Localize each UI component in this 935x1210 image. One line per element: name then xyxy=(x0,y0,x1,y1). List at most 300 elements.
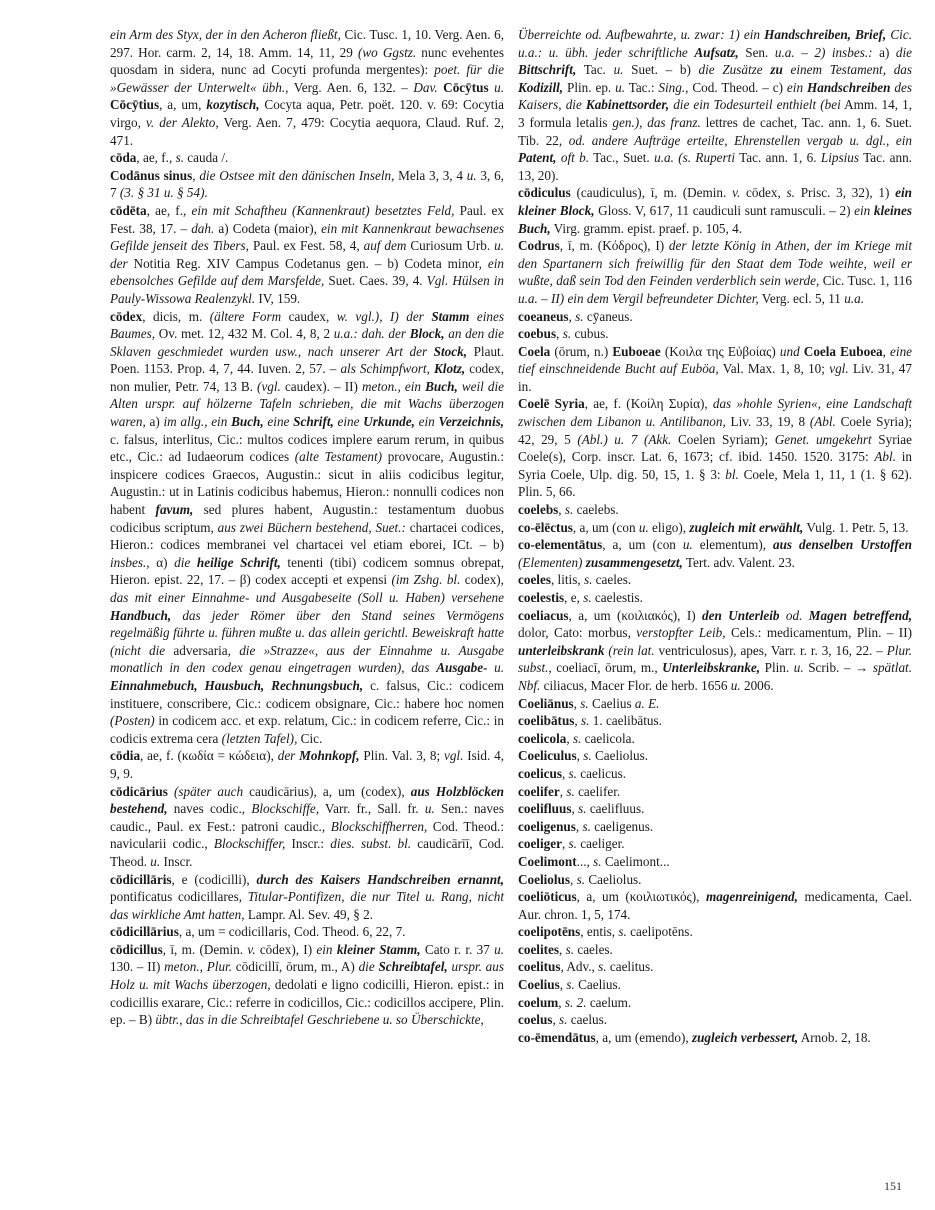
entry-italic-text: das jeder Römer über den Stand seines Vermögens regelmäßig führte u. führen mußte u. das allein gerichtl. Beweiskraft hatte (nicht die xyxy=(110,607,504,658)
entry-italic-text: (Abl.) u. 7 (Akk. xyxy=(577,431,672,447)
dictionary-entry xyxy=(518,184,912,237)
entry-headword: cōdicillus xyxy=(110,941,163,957)
entry-text: tenenti (tibi) codicem somnus obrepat, Hieron. epist. 22, 17. – β) codex accepti et expensi xyxy=(110,554,504,588)
entry-translation: Buch, xyxy=(231,414,264,430)
entry-translation: Kodizill, xyxy=(518,79,564,95)
entry-text: Arnob. 2, 18. xyxy=(798,1029,871,1045)
entry-italic-text: (vgl. xyxy=(257,378,281,394)
dictionary-entry xyxy=(518,519,912,537)
entry-headword: co-ēmendātus xyxy=(518,1029,596,1045)
dictionary-entry xyxy=(110,202,504,308)
entry-text: nunc evehentes quosdam in sidera, nunc ad Cocyti profunda mergentes): xyxy=(110,44,505,78)
entry-translation: Bittschrift, xyxy=(518,62,577,78)
entry-text: , xyxy=(556,326,563,342)
entry-italic-text: insbes., xyxy=(110,554,150,570)
entry-text: caelum. xyxy=(586,994,632,1010)
entry-text: (Κοιλα της Εὐβοίας) xyxy=(660,343,780,359)
entry-text: Tac. ann. 1, 6. xyxy=(735,150,821,166)
dictionary-entry xyxy=(518,395,912,501)
entry-text: Tac. ann. 13, 20). xyxy=(518,150,912,183)
entry-translation: kleines Buch, xyxy=(518,202,912,236)
entry-italic-text: auf dem xyxy=(363,238,407,254)
entry-text: Notitia Reg. XIV Campus Codetanus gen. – b) Codeta minor, xyxy=(127,255,488,271)
entry-translation: Verzeichnis, xyxy=(438,414,505,430)
dictionary-entry xyxy=(110,747,504,782)
entry-italic-text: u.a. xyxy=(774,44,795,60)
entry-italic-text: der letzte König in Athen, der im Kriege mit den Spartanern sich freiwillig für den Staat dem Tode weihte, weil er wußte, daß sein Tod den Feinden verderblich sein werde, xyxy=(518,238,912,289)
entry-italic-text: vgl. xyxy=(443,748,464,764)
dictionary-entry xyxy=(518,730,912,748)
entry-text: Liv. 33, 19, 8 xyxy=(725,414,810,430)
entry-italic-text: s. xyxy=(583,590,592,605)
entry-translation: Unterleibskranke, xyxy=(662,660,761,676)
dictionary-entry xyxy=(518,923,912,941)
entry-text: , xyxy=(575,818,583,834)
entry-italic-text: s. xyxy=(564,502,574,518)
entry-text: , entis, xyxy=(580,924,619,940)
entry-translation: favum, xyxy=(155,502,194,518)
entry-headword: Coelius xyxy=(518,977,560,993)
entry-text: , xyxy=(559,783,567,799)
page-number: 151 xyxy=(884,1179,902,1193)
entry-text: caelifer. xyxy=(574,783,621,799)
dictionary-entry xyxy=(110,149,504,167)
entry-headword: cōdiculus xyxy=(518,185,571,201)
entry-italic-text: v. der Alekto, xyxy=(146,114,219,130)
entry-text: Plin. ep. xyxy=(563,79,616,95)
entry-text: , e (codicilli), xyxy=(171,871,257,887)
entry-text: caudex, xyxy=(281,308,337,324)
entry-italic-text: s. xyxy=(559,1012,568,1028)
dictionary-entry xyxy=(518,853,912,871)
entry-text: , ae, f. (κωδία = κώδεια), xyxy=(140,748,278,764)
entry-translation: Handschreiben xyxy=(806,79,891,95)
entry-italic-text: ein ebensolches Gefilde auf dem Marsfelde, xyxy=(110,255,504,289)
entry-text: , a, um (con xyxy=(572,519,639,535)
dictionary-entry xyxy=(518,783,912,801)
entry-italic-text: 2) insbes.: xyxy=(814,44,873,60)
entry-headword: cōdia xyxy=(110,748,141,764)
entry-italic-text: (wo Ggstz. xyxy=(357,44,417,60)
entry-text: Cic. xyxy=(297,730,323,746)
dictionary-entry xyxy=(110,167,504,202)
entry-text: Varr. fr., Sall. fr. xyxy=(319,801,425,817)
dictionary-entry xyxy=(518,1011,912,1029)
entry-text: Suet. – b) xyxy=(623,62,699,78)
entry-text: a) Codeta (maior), xyxy=(214,220,322,236)
entry-italic-text: die Ostsee mit den dänischen Inseln, xyxy=(199,167,395,183)
entry-text: 130. – II) xyxy=(110,959,165,975)
entry-italic-text: ein xyxy=(418,414,435,430)
entry-translation: Mohnkopf, xyxy=(299,748,360,764)
entry-text: , xyxy=(558,994,565,1010)
entry-italic-text: u. xyxy=(613,62,624,78)
entry-italic-text: Abl. xyxy=(874,449,896,465)
entry-italic-text: u.a.: dah. der xyxy=(333,326,407,342)
entry-italic-text: ein Arm des Styx, der in den Acheron fließt, xyxy=(110,27,341,42)
entry-text: c. falsus, Cic.: codicem instituere, conscribere, Cic.: codicem obsignare, Cic.: habere hoc nomen xyxy=(110,677,504,711)
entry-italic-text: aus zwei Büchern bestehend, Suet.: xyxy=(217,519,406,535)
entry-text: Caeliolus. xyxy=(591,748,649,764)
dictionary-entry xyxy=(518,1029,912,1047)
entry-text: , e, xyxy=(564,590,584,605)
entry-headword: coeliōticus xyxy=(518,889,577,905)
entry-text: codex, non mulier, Petr. 74, 13 B. xyxy=(110,361,505,394)
entry-text: , xyxy=(561,765,569,781)
entry-italic-text: u. xyxy=(466,167,477,183)
entry-headword: Coela xyxy=(518,343,551,359)
entry-headword: coelibātus xyxy=(518,713,575,729)
entry-italic-text: ein xyxy=(316,941,333,957)
dictionary-entry xyxy=(518,589,912,607)
entry-headword: cōdicillāris xyxy=(110,871,172,887)
entry-translation: Magen betreffend, xyxy=(808,607,913,623)
entry-italic-text: Blockschiffe, xyxy=(251,801,320,817)
entry-text: eligo), xyxy=(648,519,690,535)
dictionary-entry xyxy=(518,941,912,959)
entry-text: Tac.: xyxy=(625,79,659,95)
entry-translation: Aufsatz, xyxy=(694,44,739,60)
entry-italic-text: u. xyxy=(494,79,505,95)
entry-translation: Ausgabe- xyxy=(436,660,488,676)
entry-italic-text: ein mit Schaftheu (Kannenkraut) besetztes Feld, xyxy=(191,202,455,218)
entry-text xyxy=(427,344,434,359)
entry-headword: coeliacus xyxy=(518,607,569,623)
entry-text: caeligenus. xyxy=(590,818,654,834)
entry-headword: cōdex xyxy=(110,308,143,324)
entry-text: caeliger. xyxy=(576,836,625,852)
entry-text: , a, um = codicillaris, Cod. Theod. 6, 22, 7. xyxy=(178,924,406,940)
entry-italic-text: oft b. xyxy=(560,150,590,166)
entry-text: caeles. xyxy=(574,941,613,957)
entry-text: Isid. 4, 9, 9. xyxy=(110,748,504,781)
entry-translation: zugleich verbessert, xyxy=(691,1029,799,1045)
entry-italic-text: die xyxy=(895,44,913,60)
dictionary-entry xyxy=(518,958,912,976)
entry-italic-text: (ältere Form xyxy=(209,308,282,324)
entry-translation: kleiner Stamm, xyxy=(336,941,421,957)
entry-italic-text: s. xyxy=(786,185,795,201)
dictionary-entry xyxy=(110,941,504,1029)
entry-text: Paul. ex Fest. 58, 4, xyxy=(248,238,364,254)
entry-text: , a, um (κοιλιακός), I) xyxy=(568,607,703,623)
entry-italic-text: (im Zshg. bl. xyxy=(391,572,461,588)
entry-italic-text: ein xyxy=(786,79,804,95)
entry-italic-text: Vgl. Hülsen in Pauly-Wissowa Realenzykl. xyxy=(110,273,504,306)
entry-italic-text: der xyxy=(277,748,296,764)
dictionary-entry xyxy=(518,325,912,343)
entry-text: , xyxy=(559,977,567,993)
entry-text: Tac., Suet. xyxy=(589,150,655,166)
entry-headword: Coelē Syria xyxy=(518,396,585,412)
entry-translation: Buch, xyxy=(425,378,458,394)
entry-text: Cic. Tusc. 1, 116 xyxy=(819,273,912,289)
entry-headword: coelus xyxy=(518,1012,553,1028)
entry-italic-text: s. xyxy=(565,941,575,957)
entry-text xyxy=(469,309,476,324)
entry-italic-text: u. xyxy=(150,853,161,869)
entry-text: cȳaneus. xyxy=(583,308,633,324)
entry-text: , Adv., xyxy=(560,959,599,975)
entry-text: Cod. Theod. – c) xyxy=(688,79,787,95)
entry-headword: Coelimont xyxy=(518,853,577,869)
entry-italic-text: u. xyxy=(793,660,804,676)
entry-text: Prisc. 3, 32), 1) xyxy=(794,185,896,201)
entry-text: Suet. Caes. 39, 4. xyxy=(324,273,427,289)
entry-italic-text: s. xyxy=(568,765,577,781)
entry-italic-text: Titular-Pontifizen, die nur Titel u. Rang, nicht das wirkliche Amt hatten, xyxy=(110,889,504,922)
dictionary-entry xyxy=(518,26,912,184)
entry-text: , xyxy=(552,1012,560,1028)
entry-text: , xyxy=(571,801,579,817)
entry-italic-text: u. xyxy=(424,801,435,817)
entry-italic-text: od. xyxy=(785,607,803,623)
entry-translation: unterleibskrank xyxy=(518,642,605,658)
entry-italic-text: s. xyxy=(562,326,572,342)
entry-italic-text: eine xyxy=(337,414,360,430)
entry-headword: Coela Euboea xyxy=(803,343,883,359)
entry-text: Mela 3, 3, 4 xyxy=(394,167,467,183)
entry-italic-text: u. xyxy=(494,941,504,957)
dictionary-entry xyxy=(110,308,504,748)
entry-text: a) xyxy=(145,414,164,430)
entry-text: codex), xyxy=(460,572,504,588)
entry-text: , ī, m. (Κόδρος), I) xyxy=(559,238,669,254)
entry-headword: co-ēlēctus xyxy=(518,519,573,535)
entry-text: Scrib. – → xyxy=(803,660,873,676)
entry-italic-text: Genet. umgekehrt xyxy=(774,431,872,447)
entry-italic-text: u.a. xyxy=(844,290,864,306)
entry-text: , ī, m. (Demin. xyxy=(162,941,248,957)
entry-italic-text: Sing., xyxy=(658,79,689,95)
entry-italic-text: u. xyxy=(682,537,693,553)
entry-headword: coebus xyxy=(518,326,557,342)
entry-translation: aus denselben Urstoffen xyxy=(773,537,912,553)
entry-text: , a, um, xyxy=(159,97,207,113)
entry-text: Tert. adv. Valent. 23. xyxy=(682,554,795,570)
entry-italic-text: ein xyxy=(854,202,871,218)
entry-headword: Coeliculus xyxy=(518,748,577,764)
entry-text: , xyxy=(559,941,566,957)
entry-text: cauda /. xyxy=(184,150,229,166)
entry-text: caelicus. xyxy=(576,765,627,781)
entry-headword: coelifer xyxy=(518,783,560,799)
dictionary-entry xyxy=(518,976,912,994)
entry-italic-text: weil die Alten urspr. auf hölzerne Tafeln schrieben, die mit Wachs überzogen waren, xyxy=(110,378,505,430)
entry-translation: Einnahmebuch, Hausbuch, Rechnungsbuch, xyxy=(110,677,364,693)
entry-text: caudicārīī, Cod. Theod. xyxy=(110,836,504,869)
entry-italic-text: s. xyxy=(581,713,590,729)
entry-italic-text: a. E. xyxy=(634,695,660,711)
entry-text: caelitus. xyxy=(606,959,654,975)
entry-text: caudex). – II) xyxy=(280,378,362,394)
entry-text: Cels.: medicamentum, Plin. – II) xyxy=(725,625,912,641)
entry-headword: coelitus xyxy=(518,959,561,975)
entry-italic-text: die »Strazze«, aus der Einnahme u. Ausgabe monatlich in den codex genau eingetragen wurden), das xyxy=(110,642,505,676)
entry-text: elementum), xyxy=(692,537,773,553)
entry-text: caeles. xyxy=(592,572,632,588)
entry-italic-text: od. andere Aufträge erteilte, Ehrenstellen vergab u. dgl., ein xyxy=(568,132,912,148)
entry-text: dolor, Cato: morbus, xyxy=(518,625,637,641)
dictionary-entry xyxy=(110,871,504,924)
entry-translation: Urkunde, xyxy=(363,414,415,430)
entry-italic-text: bl. xyxy=(725,466,739,482)
entry-text: Val. Max. 1, 8, 10; xyxy=(718,361,830,377)
entry-text: ciliacus, Macer Flor. de herb. 1656 xyxy=(540,677,731,693)
entry-text: naves codic., xyxy=(167,801,252,817)
dictionary-entry xyxy=(518,888,912,923)
dictionary-entry xyxy=(518,747,912,765)
entry-text: , xyxy=(882,343,891,359)
entry-italic-text: s. xyxy=(618,924,627,940)
entry-translation: Handschreiben, Brief, xyxy=(764,27,887,42)
entry-text xyxy=(783,62,791,77)
entry-italic-text: w. vgl.), I) der xyxy=(336,308,424,324)
entry-text: , ae, f., xyxy=(136,150,176,166)
entry-italic-text: s. xyxy=(566,977,575,993)
dictionary-entry xyxy=(518,765,912,783)
entry-italic-text: s. xyxy=(175,150,184,166)
entry-text: caelipotēns. xyxy=(626,924,693,940)
entry-text: Amm. 14, 1, 3 formula letalis xyxy=(518,97,913,130)
entry-headword: Codrus xyxy=(518,238,560,254)
entry-text: adversaria, xyxy=(165,642,240,658)
entry-italic-text: v. xyxy=(247,941,256,957)
dictionary-entry xyxy=(518,501,912,519)
entry-text: Caelimont... xyxy=(601,853,670,869)
entry-italic-text: u. xyxy=(494,660,505,676)
entry-text: sed plures habent, Augustin.: testamentum duobus codicibus scriptum, xyxy=(110,502,504,535)
entry-text: Coelen Syriam); xyxy=(671,431,775,447)
entry-headword: coelifluus xyxy=(518,801,572,817)
entry-text: ventriculosus), apes, Varr. r. r. 3, 16, 22. – xyxy=(654,642,887,658)
entry-text: caelicola. xyxy=(581,730,635,746)
entry-translation: aus Holzblöcken bestehend, xyxy=(110,783,505,817)
entry-headword: coelicola xyxy=(518,730,567,746)
entry-text: cōdex, xyxy=(740,185,787,201)
entry-text: Inscr.: xyxy=(285,836,331,852)
entry-text: – xyxy=(794,44,815,60)
entry-headword: Coeliānus xyxy=(518,695,574,711)
entry-text: , xyxy=(558,502,565,518)
entry-text: Plin. Val. 3, 8; xyxy=(359,748,444,764)
entry-headword: cōdicārius xyxy=(110,783,168,799)
entry-headword: coelipotēns xyxy=(518,924,581,940)
entry-text: , xyxy=(573,695,581,711)
entry-text: Syriae Coele(s), Corp. inscr. Lat. 6, 1673; cf. ibid. 1450. 1520. 3175: xyxy=(518,431,912,465)
entry-italic-text: s. xyxy=(572,730,582,746)
dictionary-entry xyxy=(518,712,912,730)
entry-text: Lampr. Al. Sev. 49, § 2. xyxy=(244,906,374,922)
entry-text: Plaut. Poen. 1153. Prop. 4, 7, 44. Iuven. 2, 57. – xyxy=(110,343,505,377)
entry-translation: Block, xyxy=(409,326,445,342)
entry-translation: magenreinigend, xyxy=(705,889,798,905)
entry-italic-text: urspr. aus Holz u. mit Wachs überzogen, xyxy=(110,959,504,993)
entry-text: caelestis. xyxy=(591,590,643,605)
dictionary-entry xyxy=(518,607,912,695)
entry-text: α) xyxy=(149,554,175,570)
entry-text: Ov. met. 12, 432 M. Col. 4, 8, 2 xyxy=(155,326,334,342)
entry-headword: co-elementātus xyxy=(518,537,603,553)
dictionary-entry xyxy=(110,923,504,941)
entry-headword: coeles xyxy=(518,572,551,588)
entry-text: coeliacī, ōrum, m., xyxy=(551,660,663,676)
entry-text: Sen.: naves caudic., Paul. ex Fest.: patroni caudic., xyxy=(110,801,504,834)
entry-italic-text: einem Testament, das xyxy=(790,62,913,78)
entry-italic-text: vgl. xyxy=(829,361,849,377)
entry-italic-text: als Schimpfwort, xyxy=(340,361,430,377)
entry-italic-text: und xyxy=(779,343,800,359)
entry-italic-text: ein xyxy=(404,378,422,394)
entry-headword: coelestis xyxy=(518,590,565,605)
entry-italic-text: dies. subst. bl. xyxy=(330,836,412,852)
entry-translation: den Unterleib xyxy=(702,607,780,623)
dictionary-entry xyxy=(518,994,912,1012)
entry-italic-text: (Abl. xyxy=(809,414,836,430)
dictionary-entry xyxy=(518,237,912,307)
entry-italic-text: (später auch xyxy=(173,783,244,799)
entry-text: , dicis, m. xyxy=(142,308,210,324)
entry-italic-text: (Posten) xyxy=(110,713,155,729)
entry-italic-text: s. xyxy=(578,801,587,817)
entry-italic-text: s. xyxy=(576,871,586,887)
entry-text: (caudiculus), ī, m. (Demin. xyxy=(570,185,733,201)
entry-italic-text: Blockschiffer, xyxy=(213,836,286,852)
entry-text: Verg. ecl. 5, 11 xyxy=(758,290,845,306)
entry-italic-text: ein mit Kannenkraut bewachsenes Gefilde jenseit des Tibers, xyxy=(110,220,505,254)
entry-italic-text: s. xyxy=(582,818,591,834)
entry-translation: zu xyxy=(770,62,783,78)
entry-text: caudicārius), a, um (codex), xyxy=(243,783,411,799)
entry-translation: kozytisch, xyxy=(206,97,260,113)
entry-text: Vulg. 1. Petr. 5, 13. xyxy=(803,519,909,535)
entry-text: , xyxy=(568,308,576,324)
dictionary-entry xyxy=(518,536,912,571)
entry-translation: Schreibtafel, xyxy=(378,959,448,975)
entry-italic-text: s. xyxy=(583,572,593,588)
entry-italic-text: (alte Testament) xyxy=(294,449,383,465)
entry-italic-text: (letzten Tafel), xyxy=(221,730,298,746)
entry-text: 1. caelibātus. xyxy=(589,713,662,729)
entry-italic-text: eine tief einschneidende Bucht auf Euböa, xyxy=(518,343,913,377)
entry-headword: coeaneus xyxy=(518,308,569,324)
entry-text: , a, um (con xyxy=(602,537,683,553)
dictionary-entry xyxy=(518,695,912,713)
entry-italic-text: s. xyxy=(568,836,577,852)
entry-text: , xyxy=(570,871,577,887)
entry-text: medicamenta, Cael. Aur. chron. 1, 5, 174. xyxy=(518,889,912,922)
entry-italic-text: (rein lat. xyxy=(608,642,655,658)
entry-translation: zusammengesetzt, xyxy=(585,554,683,570)
entry-text: cōdicillī, ōrum, m., A) xyxy=(232,959,359,975)
entry-italic-text: das mit einer Einnahme- und Ausgabeseite (Soll u. Haben) versehene xyxy=(110,590,504,605)
entry-headword: coeligenus xyxy=(518,818,576,834)
entry-italic-text: Lipsius xyxy=(820,150,859,166)
right-column xyxy=(518,26,912,1046)
entry-italic-text: Überreichte od. Aufbewahrte, u. zwar: 1) ein xyxy=(518,27,760,42)
dictionary-entry xyxy=(518,818,912,836)
entry-italic-text: Plur. subst., xyxy=(518,642,913,676)
dictionary-entry xyxy=(518,343,912,396)
entry-text: c. falsus, interlitus, Cic.: multos codices implere earum rerum, in quibus etc., Cic.: ad Iudaeorum codices xyxy=(110,431,504,465)
entry-italic-text: Blockschiffherren, xyxy=(330,818,428,834)
dictionary-entry xyxy=(110,783,504,871)
entry-headword: Coeliolus xyxy=(518,871,571,887)
entry-text: , ae, f. (Κοίλη Συρία), xyxy=(584,396,713,412)
entry-text: Caeliolus. xyxy=(585,871,642,887)
entry-text: Tac. xyxy=(576,62,614,78)
entry-translation: ein kleiner Block, xyxy=(518,185,912,218)
